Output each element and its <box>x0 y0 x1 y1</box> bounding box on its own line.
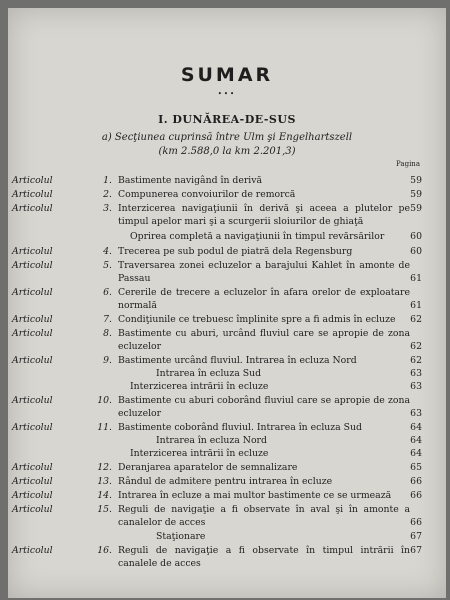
entry-text: Intrarea în ecluze a mai multor bastimente ce se urmează <box>118 490 392 501</box>
article-number: 1. <box>103 175 112 186</box>
entry-text: Bastimente coborând fluviul. Intrarea în ecluza Sud <box>118 422 362 433</box>
article-label: Articolul <box>12 504 53 515</box>
entry-text: Compunerea convoiurilor de remorcă <box>118 189 296 200</box>
toc-entry <box>8 259 446 285</box>
toc-entry <box>8 544 446 570</box>
toc-entry <box>8 489 446 502</box>
entry-text: Reguli de navigaţie a fi observate în timpul intrării în canalele de acces <box>118 545 410 569</box>
section-range: (km 2.588,0 la km 2.201,3) <box>158 146 296 157</box>
toc-entry <box>8 313 446 326</box>
toc-entry <box>8 461 446 474</box>
page-number: 62 <box>410 314 422 325</box>
page-number: 65 <box>410 462 422 473</box>
article-number: 13. <box>97 476 112 487</box>
page-number: 66 <box>410 476 422 487</box>
entry-text: Oprirea completă a navigaţiunii în timpul revărsărilor <box>130 231 385 242</box>
title-ornament: ••• <box>217 90 237 98</box>
toc-entry <box>8 188 446 201</box>
article-label: Articolul <box>12 490 53 501</box>
article-label: Articolul <box>12 462 53 473</box>
toc-entry <box>8 286 446 312</box>
entry-text: Condiţiunile ce trebuesc împlinite spre a fi admis în ecluze <box>118 314 396 325</box>
article-number: 8. <box>103 328 112 339</box>
article-label: Articolul <box>12 203 53 214</box>
page-column-header: Pagina <box>396 160 420 168</box>
toc-entry <box>8 394 446 420</box>
toc-entry <box>8 230 446 243</box>
article-label: Articolul <box>12 260 53 271</box>
toc-entry <box>8 421 446 434</box>
page-number: 66 <box>410 490 422 501</box>
article-number: 7. <box>103 314 112 325</box>
article-number: 11. <box>97 422 112 433</box>
page-number: 61 <box>410 300 422 311</box>
toc-entry <box>8 354 446 367</box>
entry-text: Reguli de navigaţie a fi observate în aval şi în amonte a canalelor de acces <box>118 504 410 528</box>
toc-entry <box>8 174 446 187</box>
part-heading: I. DUNĂREA-DE-SUS <box>158 113 296 126</box>
page-number: 64 <box>410 422 422 433</box>
entry-text: Trecerea pe sub podul de piatră dela Regensburg <box>118 246 353 257</box>
toc-entry <box>8 245 446 258</box>
entry-text: Bastimente cu aburi coborând fluviul care se apropie de zona ecluzelor <box>118 395 410 419</box>
page-number: 67 <box>410 545 422 556</box>
article-number: 14. <box>97 490 112 501</box>
toc-entry <box>8 447 446 460</box>
article-label: Articolul <box>12 476 53 487</box>
entry-text: Traversarea zonei ecluzelor a barajului Kahlet în amonte de Passau <box>118 260 410 284</box>
page-number: 64 <box>410 435 422 446</box>
article-number: 4. <box>103 246 112 257</box>
page-number: 59 <box>410 203 422 214</box>
entry-text: Intrarea în ecluza Nord <box>156 435 267 446</box>
entry-text: Deranjarea aparatelor de semnalizare <box>118 462 298 473</box>
page-number: 61 <box>410 273 422 284</box>
entry-text: Intrarea în ecluza Sud <box>156 368 262 379</box>
article-number: 16. <box>97 545 112 556</box>
page-number: 60 <box>410 246 422 257</box>
toc-entry <box>8 503 446 529</box>
entry-text: Bastimente navigând în derivă <box>118 175 263 186</box>
article-label: Articolul <box>12 422 53 433</box>
article-label: Articolul <box>12 246 53 257</box>
page-number: 63 <box>410 368 422 379</box>
toc-entry <box>8 367 446 380</box>
toc-entry <box>8 530 446 543</box>
article-label: Articolul <box>12 545 53 556</box>
entry-text: Rândul de admitere pentru intrarea în ecluze <box>118 476 333 487</box>
entry-text: Cererile de trecere a ecluzelor în afara orelor de exploatare normală <box>118 287 410 311</box>
section-heading: a) Secţiunea cuprinsă între Ulm şi Engelhartszell <box>101 132 353 143</box>
article-label: Articolul <box>12 395 53 406</box>
article-number: 2. <box>103 189 112 200</box>
toc-entry <box>8 202 446 228</box>
article-number: 5. <box>103 260 112 271</box>
page-number: 67 <box>410 531 422 542</box>
article-label: Articolul <box>12 175 53 186</box>
toc-entry <box>8 327 446 353</box>
article-number: 3. <box>103 203 112 214</box>
entry-text: Bastimente cu aburi, urcând fluviul care se apropie de zona ecluzelor <box>118 328 410 352</box>
article-label: Articolul <box>12 355 53 366</box>
article-number: 15. <box>97 504 112 515</box>
entry-text: Interzicerea navigaţiunii în derivă şi aceea a plutelor pe timpul apelor mari şi a scurgerii sloiurilor de ghiaţă <box>118 203 410 227</box>
page-number: 63 <box>410 381 422 392</box>
page-title: SUMAR <box>180 64 274 86</box>
toc-entry <box>8 380 446 393</box>
article-number: 9. <box>103 355 112 366</box>
page-number: 59 <box>410 175 422 186</box>
article-label: Articolul <box>12 314 53 325</box>
article-label: Articolul <box>12 189 53 200</box>
page-number: 63 <box>410 408 422 419</box>
entry-text: Staţionare <box>156 531 206 542</box>
page-number: 62 <box>410 341 422 352</box>
entry-text: Bastimente urcând fluviul. Intrarea în ecluza Nord <box>118 355 357 366</box>
page-number: 66 <box>410 517 422 528</box>
article-label: Articolul <box>12 287 53 298</box>
article-number: 6. <box>103 287 112 298</box>
entry-text: Interzicerea intrării în ecluze <box>130 381 269 392</box>
entry-text: Interzicerea intrării în ecluze <box>130 448 269 459</box>
article-number: 10. <box>97 395 112 406</box>
page-number: 64 <box>410 448 422 459</box>
toc-entry <box>8 475 446 488</box>
article-number: 12. <box>97 462 112 473</box>
page-number: 59 <box>410 189 422 200</box>
toc-entry <box>8 434 446 447</box>
article-label: Articolul <box>12 328 53 339</box>
page-number: 60 <box>410 231 422 242</box>
page-number: 62 <box>410 355 422 366</box>
document-page <box>8 8 446 598</box>
